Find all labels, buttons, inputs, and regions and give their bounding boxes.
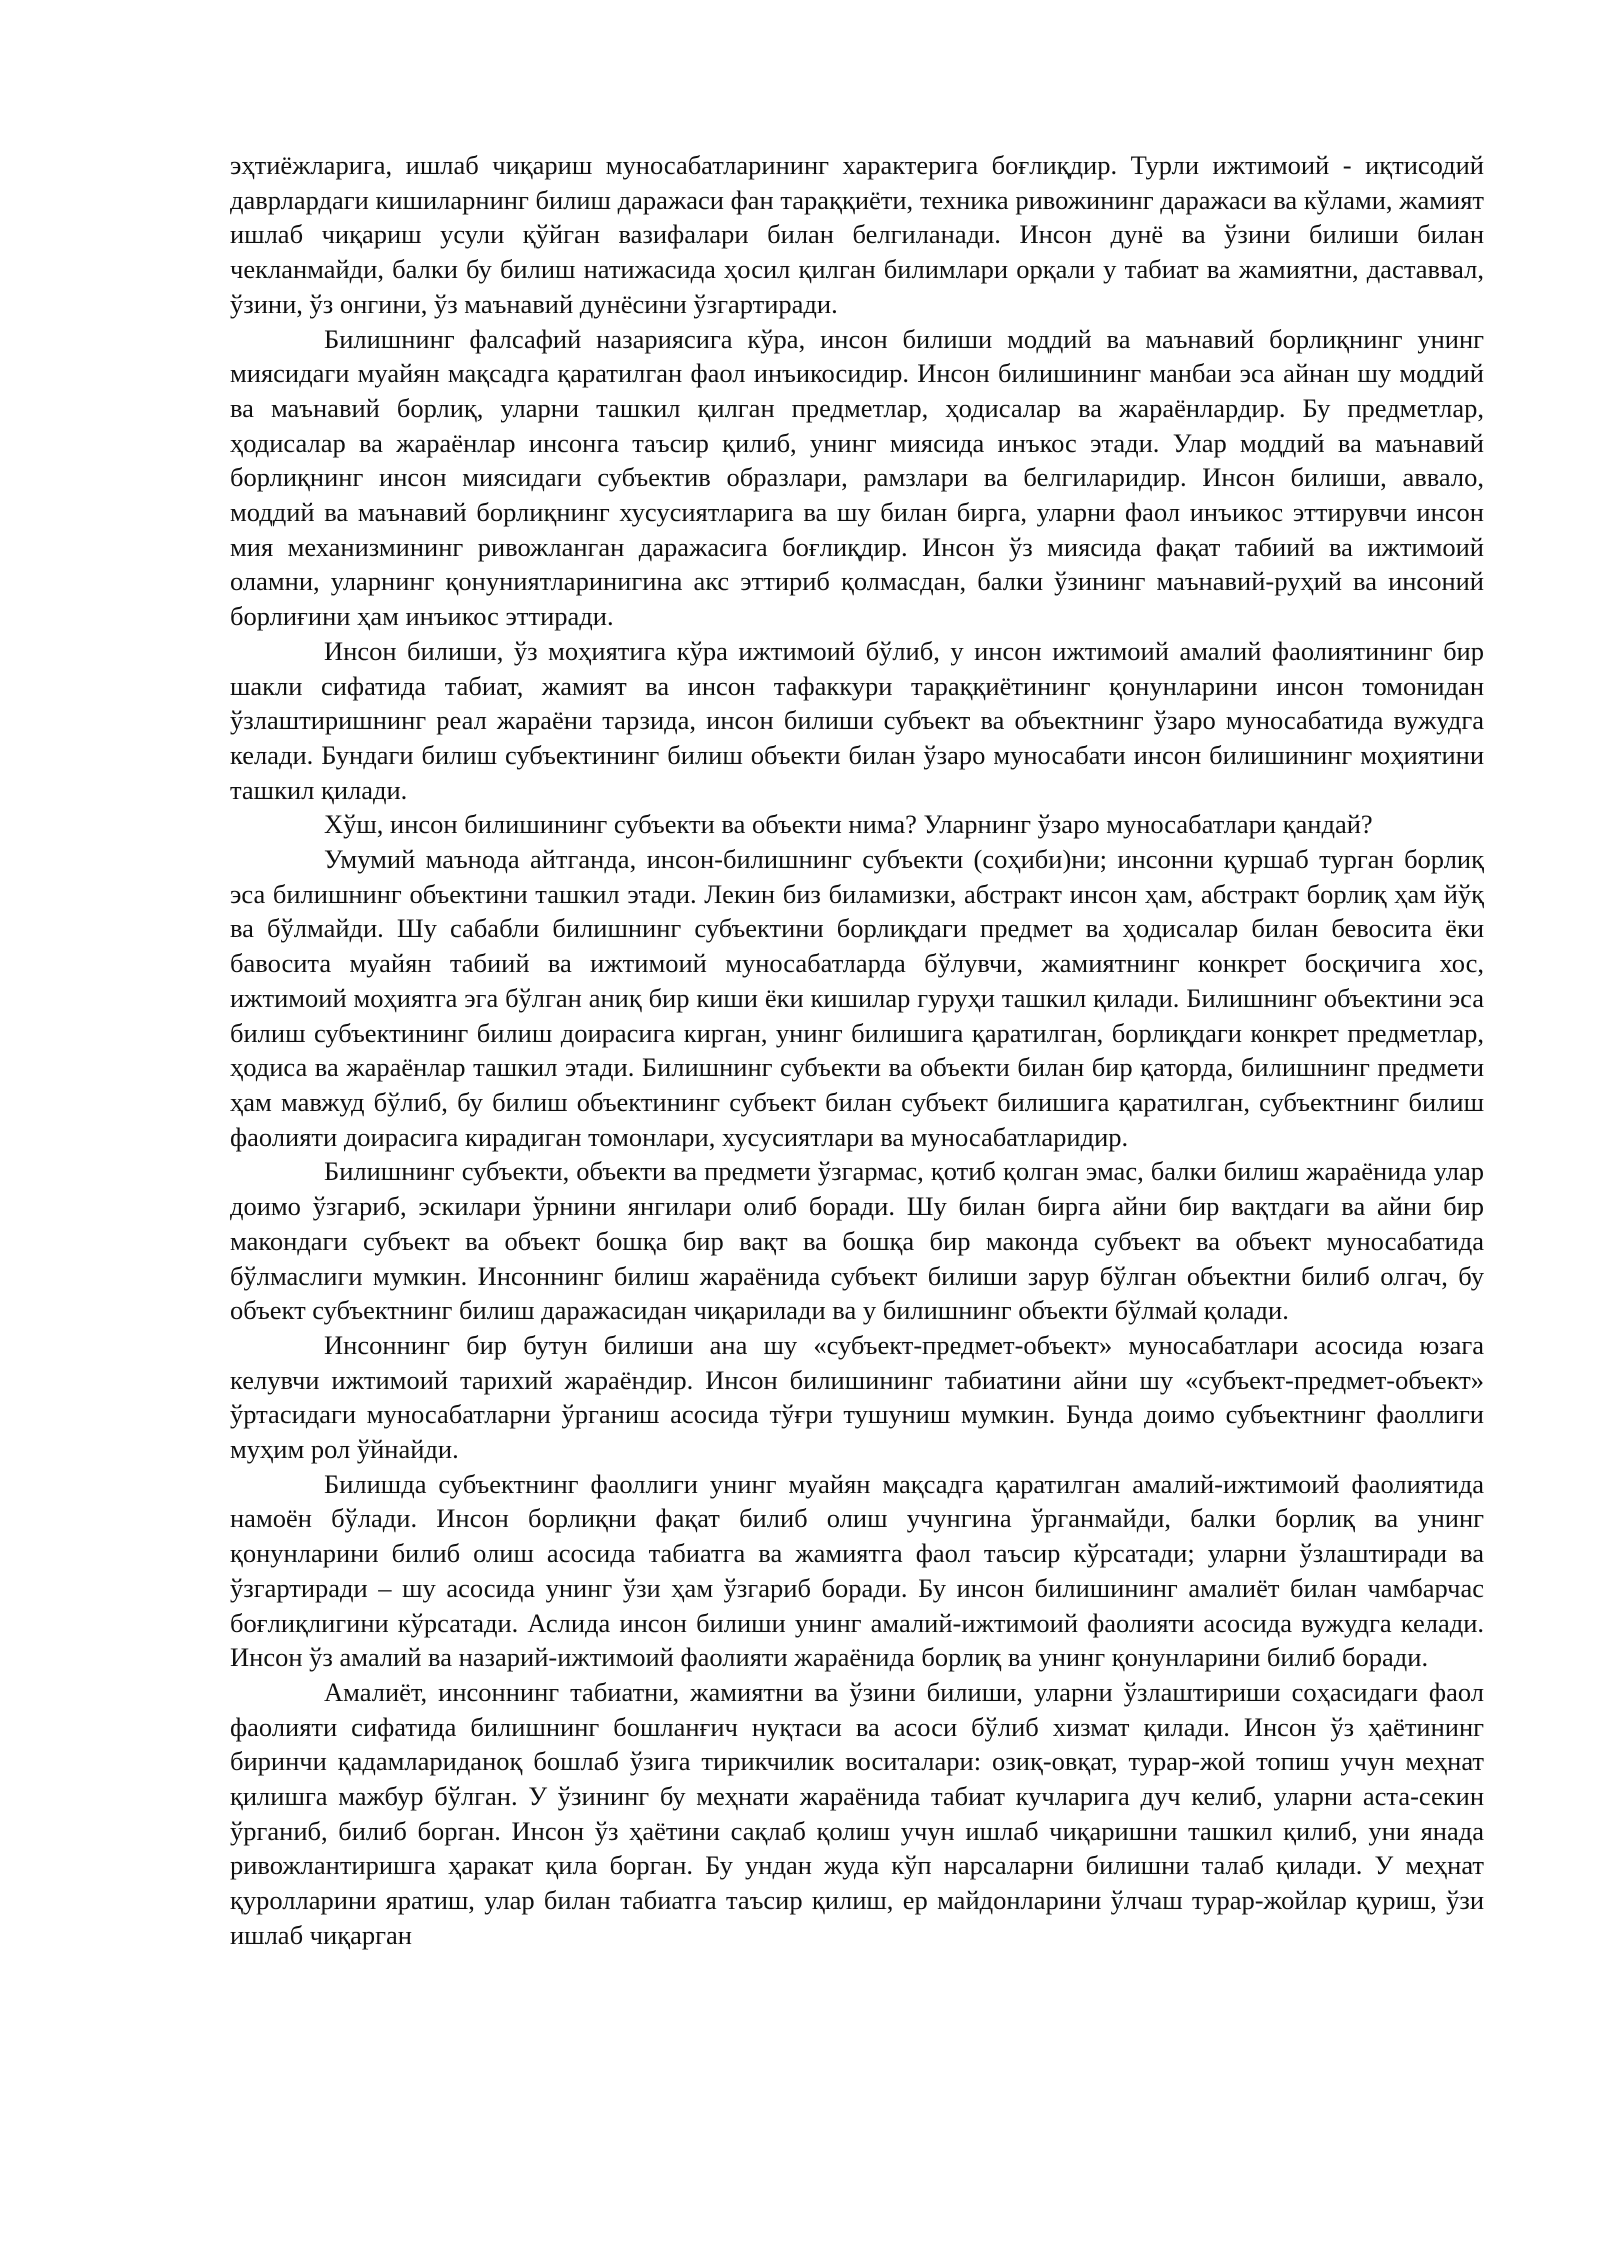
paragraph-3: Инсон билиши, ўз моҳиятига кўра ижтимоий бўлиб, у инсон ижтимоий амалий фаолиятининг бир шакли сифатида табиат, жамият ва инсон тафаккури тараққиётининг қонунларини инсон томонидан ўзлаштиришнинг реал жараёни тарзида, инсон билиши субъект ва объектнинг ўзаро муносабатида вужудга келади. Бундаги билиш субъектининг билиш объекти билан ўзаро муносабати инсон билишининг моҳиятини ташкил қилади. [230, 635, 1484, 805]
paragraph-6: Билишнинг субъекти, объекти ва предмети ўзгармас, қотиб қолган эмас, балки билиш жараёнида улар доимо ўзгариб, эскилари ўрнини янгилари олиб боради. Шу билан бирга айни бир вақтдаги ва айни бир макондаги субъект ва объект бошқа бир вақт ва бошқа бир маконда субъект ва объект муносабатида бўлмаслиги мумкин. Инсоннинг билиш жараёнида субъект билиши зарур бўлган объектни билиб олгач, бу объект субъектнинг билиш даражасидан чиқарилади ва у билишнинг объекти бўлмай қолади. [230, 1156, 1484, 1326]
paragraph-5: Умумий маънода айтганда, инсон-билишнинг субъекти (соҳиби)ни; инсонни қуршаб турган борлиқ эса билишнинг объектини ташкил этади. Лекин биз биламизки, абстракт инсон ҳам, абстракт борлиқ ҳам йўқ ва бўлмайди. Шу сабабли билишнинг субъектини борлиқдаги предмет ва ҳодисалар билан бевосита ёки бавосита муайян табиий ва ижтимоий муносабатларда бўлувчи, жамиятнинг конкрет босқичига хос, ижтимоий моҳиятга эга бўлган аниқ бир киши ёки кишилар гуруҳи ташкил қилади. Билишнинг объектини эса билиш субъектининг билиш доирасига кирган, унинг билишига қаратилган, борлиқдаги конкрет предметлар, ҳодиса ва жараёнлар ташкил этади. Билишнинг субъекти ва объекти билан бир қаторда, билишнинг предмети ҳам мавжуд бўлиб, бу билиш объектининг субъект билан субъект билишига қаратилган, субъектнинг билиш фаолияти доирасига кирадиган томонлари, хусусиятлари ва муносабатларидир. [230, 844, 1484, 1152]
paragraph-9: Амалиёт, инсоннинг табиатни, жамиятни ва ўзини билиши, уларни ўзлаштириши соҳасидаги фаол фаолияти сифатида билишнинг бошланғич нуқтаси ва асоси бўлиб хизмат қилади. Инсон ўз ҳаётининг биринчи қадамлариданоқ бошлаб ўзига тирикчилик воситалари: озиқ-овқат, турар-жой топиш учун меҳнат қилишга мажбур бўлган. У ўзининг бу меҳнати жараёнида табиат кучларига дуч келиб, уларни аста-секин ўрганиб, билиб борган. Инсон ўз ҳаётини сақлаб қолиш учун ишлаб чиқаришни ташкил қилиб, уни янада ривожлантиришга ҳаракат қила борган. Бу ундан жуда кўп нарсаларни билишни талаб қилади. У меҳнат қуролларини яратиш, улар билан табиатга таъсир қилиш, ер майдонларини ўлчаш турар-жойлар қуриш, ўзи ишлаб чиқарган [230, 1676, 1484, 1950]
paragraph-2: Билишнинг фалсафий назариясига кўра, инсон билиши моддий ва маънавий борлиқнинг унинг миясидаги муайян мақсадга қаратилган фаол инъикосидир. Инсон билишининг манбаи эса айнан шу моддий ва маънавий борлиқ, уларни ташкил қилган предметлар, ҳодисалар ва жараёнлардир. Бу предметлар, ҳодисалар ва жараёнлар инсонга таъсир қилиб, унинг миясида инъкос этади. Улар моддий ва маънавий борлиқнинг инсон миясидаги субъектив образлари, рамзлари ва белгиларидир. Инсон билиши, аввало, моддий ва маънавий борлиқнинг хусусиятларига ва шу билан бирга, уларни фаол инъикос эттирувчи инсон мия механизмининг ривожланган даражасига боғлиқдир. Инсон ўз миясида фақат табиий ва ижтимоий оламни, уларнинг қонуниятларинигина акс эттириб қолмасдан, балки ўзининг маънавий-руҳий ва инсоний борлиғини ҳам инъикос эттиради. [230, 323, 1484, 632]
paragraph-4: Хўш, инсон билишининг субъекти ва объекти нима? Уларнинг ўзаро муносабатлари қандай? [324, 809, 1373, 840]
paragraph-7: Инсоннинг бир бутун билиши ана шу «субъект-предмет-объект» муносабатлари асосида юзага келувчи ижтимоий тарихий жараёндир. Инсон билишининг табиатини айни шу «субъект-предмет-объект» ўртасидаги муносабатларни ўрганиш асосида тўғри тушуниш мумкин. Бунда доимо субъектнинг фаоллиги муҳим рол ўйнайди. [230, 1329, 1484, 1465]
paragraph-1: эҳтиёжларига, ишлаб чиқариш муносабатларининг характерига боғлиқдир. Турли ижтимоий - иқтисодий даврлардаги кишиларнинг билиш даражаси фан тараққиёти, техника ривожининг даражаси ва кўлами, жамият ишлаб чиқариш усули қўйган вазифалари билан белгиланади. Инсон дунё ва ўзини билиши билан чекланмайди, балки бу билиш натижасида ҳосил қилган билимлари орқали у табиат ва жамиятни, даставвал, ўзини, ўз онгини, ўз маънавий дунёсини ўзгартиради. [230, 150, 1484, 319]
document-page [230, 148, 1484, 1953]
paragraph-8: Билишда субъектнинг фаоллиги унинг муайян мақсадга қаратилган амалий-ижтимоий фаолиятида намоён бўлади. Инсон борлиқни фақат билиб олиш учунгина ўрганмайди, балки борлиқ ва унинг қонунларини билиб олиш асосида табиатга ва жамиятга фаол таъсир кўрсатади; уларни ўзлаштиради ва ўзгартиради – шу асосида унинг ўзи ҳам ўзгариб боради. Бу инсон билишининг амалиёт билан чамбарчас боғлиқлигини кўрсатади. Аслида инсон билиши унинг амалий-ижтимоий фаолияти асосида вужудга келади. Инсон ўз амалий ва назарий-ижтимоий фаолияти жараёнида борлиқ ва унинг қонунларини билиб боради. [230, 1468, 1484, 1673]
